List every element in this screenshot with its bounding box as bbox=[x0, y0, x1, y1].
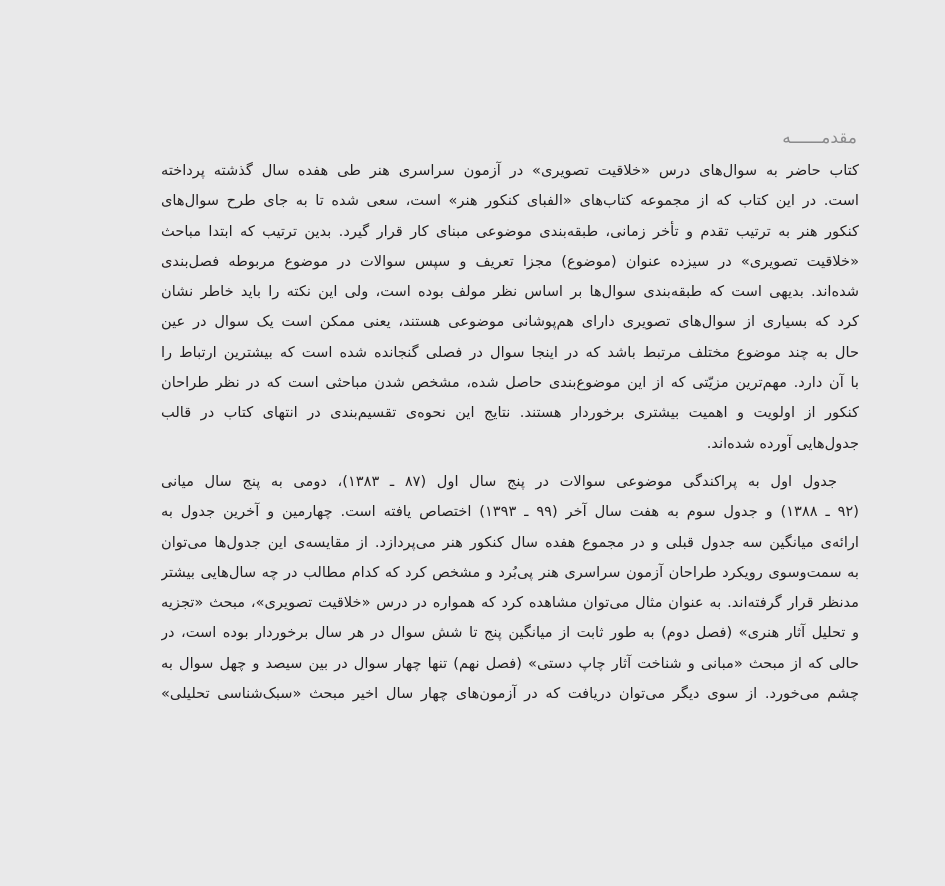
paragraph-1 bbox=[161, 156, 859, 459]
text-line: به سمت‌وسوی رویکرد طراحان آزمون سراسری هنر پی‌بُرد و مشخص کرد که کدام مطالب در چه سال‌هایی بیشتر bbox=[161, 563, 859, 581]
text-line: جدول اول به پراکندگی موضوعی سوالات در پنج سال اول (۸۷ ـ ۱۳۸۳)، دومی به پنج سال میانی bbox=[161, 472, 837, 490]
text-line: (۹۲ ـ ۱۳۸۸) و جدول سوم به هفت سال آخر (۹۹ ـ ۱۳۹۳) اختصاص یافته است. چهارمین و آخرین جدول به bbox=[161, 503, 859, 521]
text-line: با آن دارد. مهم‌ترین مزیّتی که از این موضوع‌بندی حاصل شده، مشخص شدن مباحثی است که در نظر طراحان bbox=[161, 374, 859, 392]
text-line: کنکور هنر به ترتیب تقدم و تأخر زمانی، طبقه‌بندی موضوعی مبنای کار قرار گیرد. بدین ترتیب که ابتدا مباحث bbox=[161, 222, 859, 240]
paragraph-gap bbox=[161, 459, 859, 467]
text-line: کنکور از اولویت و اهمیت بیشتری برخوردار هستند. نتایج این نحوه‌ی تقسیم‌بندی در انتهای کتاب در قالب bbox=[161, 404, 859, 422]
text-line: مدنظر قرار گرفته‌اند. به عنوان مثال می‌توان مشاهده کرد که همواره در درس «خلاقیت تصویری»، مبحث «تجزیه bbox=[161, 594, 859, 612]
text-line: ارائه‌ی میانگین سه جدول قبلی و در مجموع هفده سال کنکور هنر می‌پردازد. از مقایسه‌ی این جدول‌ها می‌توان bbox=[161, 533, 859, 551]
paragraph-2 bbox=[161, 467, 859, 709]
text-line: و تحلیل آثار هنری» (فصل دوم) به طور ثابت از میانگین پنج تا شش سوال در هر سال برخوردار بوده است، در bbox=[161, 624, 859, 642]
text-line: «خلاقیت تصویری» در سیزده عنوان (موضوع) مجزا تعریف و سپس سوالات در موضوع مربوطه فصل‌بندی bbox=[161, 252, 859, 270]
text-line: شده‌اند. بدیهی است که طبقه‌بندی سوال‌ها بر اساس نظر مولف بوده است، ولی این نکته را باید خاطر نشان bbox=[161, 283, 859, 301]
text-line: است. در این کتاب که از مجموعه کتاب‌های «الفبای کنکور هنر» است، سعی شده تا به جای طرح سوال‌های bbox=[161, 192, 859, 210]
text-line: کتاب حاضر به سوال‌های درس «خلاقیت تصویری» در آزمون سراسری هنر طی هفده سال گذشته پرداخته bbox=[161, 162, 859, 179]
text-line: جدول‌هایی آورده شده‌اند. bbox=[706, 434, 859, 452]
text-line: چشم می‌خورد. از سوی دیگر می‌توان دریافت که در آزمون‌های چهار سال اخیر مبحث «سبک‌شناسی تحلیلی» bbox=[161, 685, 859, 703]
text-line: حالی که از مبحث «مبانی و شناخت آثار چاپ دستی» (فصل نهم) تنها چهار سوال در بین سیصد و چهل سوال به bbox=[161, 654, 859, 672]
text-line: کرد که بسیاری از سوال‌های تصویری دارای هم‌پوشانی موضوعی هستند، یعنی ممکن است یک سوال در عین bbox=[161, 313, 859, 331]
text-line: حال به چند موضوع مختلف مرتبط باشد که در اینجا سوال در فصلی گنجانده شده است که بیشترین ارتباط را bbox=[161, 343, 859, 361]
body-text bbox=[161, 156, 859, 709]
section-heading: مقدمــــــه bbox=[782, 128, 857, 148]
